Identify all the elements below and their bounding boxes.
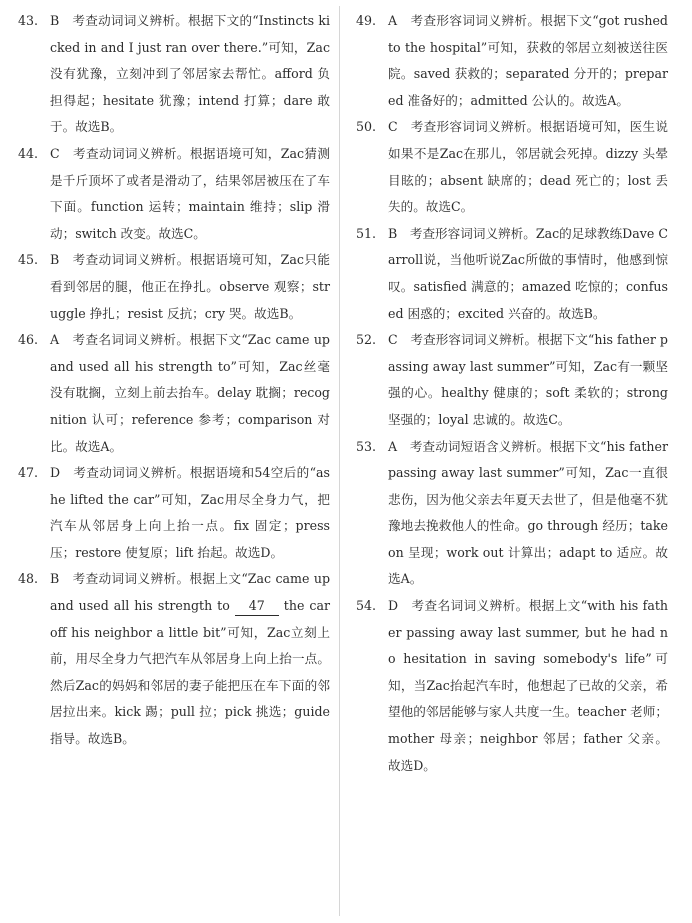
item-explanation: A 考查名词词义辨析。根据下文“Zac came up and used all his strength to”可知，Zac丝毫没有耽搁，立刻上前去抬车。delay 耽搁；recognition 认可；reference 参考；comparison 对比。故选A。 (50, 332, 330, 454)
item-explanation: D 考查名词词义辨析。根据上文“with his father passing away last summer, but he had no hesitation in saving somebody's life”可知，当Zac抬起汽车时，他想起了已故的父亲，希望他的邻居能够与家人共度一生。teacher 老师；mother 母亲；neighbor 邻居；father 父亲。故选D。 (388, 598, 668, 773)
item-explanation (50, 566, 330, 752)
answer-item-50 (356, 114, 668, 220)
answer-item-53 (356, 434, 668, 594)
item-number: 52. (356, 332, 377, 348)
answer-item-51 (356, 221, 668, 327)
explanation-text-before-blank: B 考查动词词义辨析。根据上文“Zac came up and used all his strength to (50, 571, 330, 614)
answer-item-44 (18, 141, 330, 247)
item-number: 47. (18, 465, 39, 481)
answer-item-46 (18, 327, 330, 460)
column-divider (339, 6, 340, 916)
item-explanation: B 考查动词词义辨析。根据语境可知，Zac只能看到邻居的腿，他正在挣扎。observe 观察；struggle 挣扎；resist 反抗；cry 哭。故选B。 (50, 252, 330, 321)
answer-item-45 (18, 247, 330, 327)
item-explanation: B 考查动词词义辨析。根据下文的“Instincts kicked in and I just ran over there.”可知，Zac没有犹豫，立刻冲到了邻居家去帮忙。afford 负担得起；hesitate 犹豫；intend 打算；dare 敢于。故选B。 (50, 13, 330, 135)
blank-47: 47 (235, 597, 279, 616)
item-number: 43. (18, 13, 39, 28)
item-explanation: A 考查动词短语含义辨析。根据下文“his father passing away last summer”可知，Zac一直很悲伤，因为他父亲去年夏天去世了，但是他毫不犹豫地去挽救他人的性命。go through 经历；take on 呈现；work out 计算出；adapt to 适应。故选A。 (388, 438, 668, 587)
item-number: 54. (356, 598, 377, 614)
answer-item-48 (18, 566, 330, 752)
item-explanation: C 考查形容词词义辨析。根据下文“his father passing away last summer”可知，Zac有一颗坚强的心。healthy 健康的；soft 柔软的；strong 坚强的；loyal 忠诚的。故选C。 (388, 332, 668, 427)
answer-item-43 (18, 8, 330, 141)
item-explanation: A 考查形容词词义辨析。根据下文“got rushed to the hospital”可知，获救的邻居立刻被送往医院。saved 获救的；separated 分开的；prepared 准备好的；admitted 公认的。故选A。 (388, 13, 668, 108)
item-number: 44. (18, 145, 39, 161)
item-number: 53. (356, 438, 377, 454)
explanation-text-after-blank: the car off his neighbor a little bit”可知，Zac立刻上前，用尽全身力气把汽车从邻居身上向上抬一点。然后Zac的妈妈和邻居的妻子能把压在车下面的邻居拉出来。kick 踢；pull 拉；pick 挑选；guide 指导。故选B。 (50, 598, 330, 747)
item-number: 51. (356, 225, 377, 241)
item-explanation: D 考查动词词义辨析。根据语境和54空后的“as he lifted the car”可知，Zac用尽全身力气，把汽车从邻居身上向上抬一点。fix 固定；press 压；restore 使复原；lift 抬起。故选D。 (50, 465, 330, 560)
left-column (18, 8, 330, 753)
item-number: 49. (356, 13, 377, 28)
item-explanation: C 考查动词词义辨析。根据语境可知，Zac猜测是千斤顶坏了或者是滑动了，结果邻居被压在了车下面。function 运转；maintain 维持；slip 滑动；switch 改变。故选C。 (50, 145, 330, 241)
answer-item-49 (356, 8, 668, 114)
answer-item-54 (356, 593, 668, 779)
answer-item-52 (356, 327, 668, 433)
item-number: 46. (18, 332, 39, 348)
item-number: 50. (356, 119, 377, 135)
item-number: 48. (18, 571, 39, 587)
item-number: 45. (18, 252, 39, 268)
item-explanation: B 考查形容词词义辨析。Zac的足球教练Dave Carroll说，当他听说Zac所做的事情时，他感到惊叹。satisfied 满意的；amazed 吃惊的；confused 困惑的；excited 兴奋的。故选B。 (388, 225, 668, 321)
answer-item-47 (18, 460, 330, 566)
item-explanation: C 考查形容词词义辨析。根据语境可知，医生说如果不是Zac在那儿，邻居就会死掉。dizzy 头晕目眩的；absent 缺席的；dead 死亡的；lost 丢失的。故选C。 (388, 119, 668, 215)
right-column (356, 8, 668, 779)
